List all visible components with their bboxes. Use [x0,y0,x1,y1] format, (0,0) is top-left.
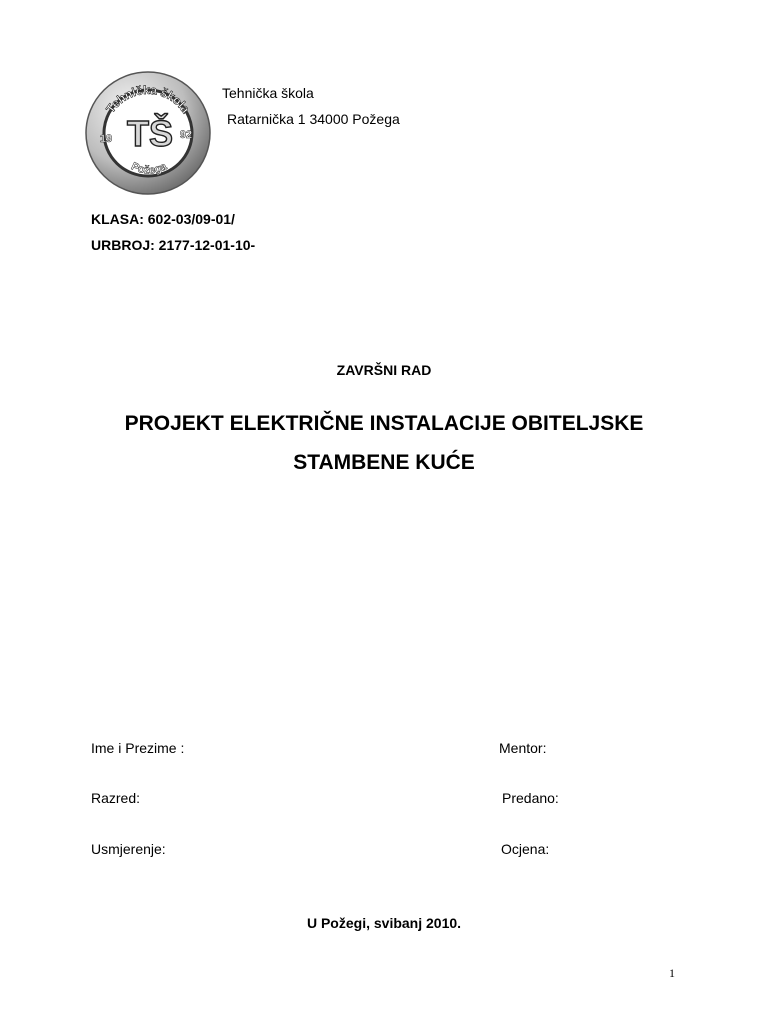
school-name: Tehnička škola [222,85,314,101]
school-address: Ratarnička 1 34000 Požega [227,111,400,127]
document-title-line1: PROJEKT ELEKTRIČNE INSTALACIJE OBITELJSKE [124,412,644,435]
seal-top-text: Tehnička škola [103,82,193,116]
document-title-line2: STAMBENE KUĆE [293,451,475,474]
field-razred: Razred: [91,790,141,806]
field-predano: Predano: [502,790,559,806]
school-seal-icon [84,70,212,196]
field-ocjena: Ocjena: [501,841,550,857]
place-and-date: U Požegi, svibanj 2010. [306,915,462,931]
seal-year-left: 19 [99,133,113,145]
seal-monogram: TŠ [126,113,174,154]
field-mentor: Mentor: [499,740,547,756]
document-type: ZAVRŠNI RAD [336,362,432,378]
urbroj-number: URBROJ: 2177-12-01-10- [91,237,256,253]
page-number: 1 [669,966,675,980]
seal-bottom-text: Požega [129,160,169,177]
seal-year-right: 92 [179,129,193,141]
field-usmjerenje: Usmjerenje: [91,841,166,857]
field-ime-prezime: Ime i Prezime : [91,740,185,756]
klasa-number: KLASA: 602-03/09-01/ [91,211,235,227]
